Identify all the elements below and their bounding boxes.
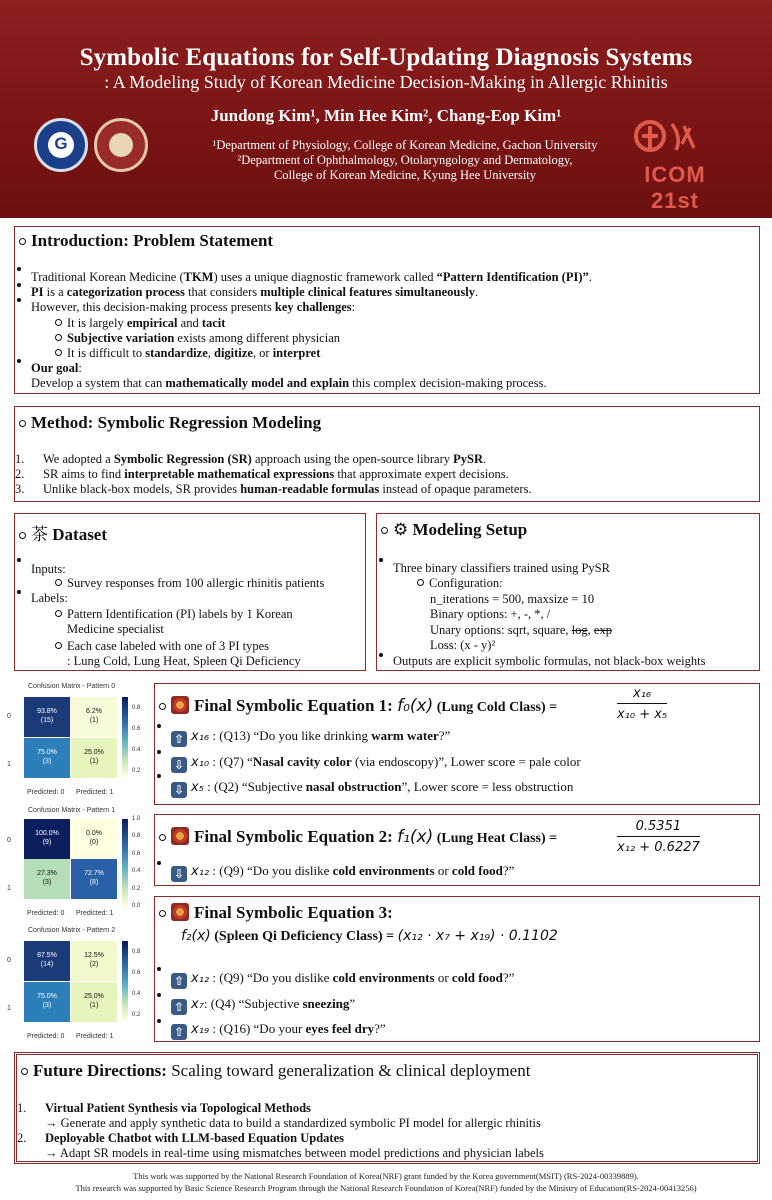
cm-cell: 87.5% (14) [24, 941, 70, 981]
poster-subtitle: : A Modeling Study of Korean Medicine Decision-Making in Allergic Rhinitis [104, 72, 668, 92]
equation-3-title: Final Symbolic Equation 3: [159, 903, 393, 923]
cm-colorbar-tick: 0.6 [132, 726, 141, 732]
dataset-title: 茶 Dataset [19, 520, 107, 545]
cm-x-label: Predicted: 1 [76, 910, 114, 917]
circle-bullet-icon [159, 834, 166, 841]
cm-cell: 72.7% (8) [71, 859, 117, 899]
method-num-1: 1. [15, 452, 25, 466]
gachon-university-logo: G [34, 118, 88, 172]
method-num-3: 3. [15, 482, 25, 496]
kyung-hee-university-logo [94, 118, 148, 172]
bullet-icon [157, 774, 161, 778]
bullet-icon [17, 590, 21, 594]
intro-goal-text: Develop a system that can mathematically model and explain this complex decision-making process. [31, 376, 547, 390]
future-item-1-sub: → Generate and apply synthetic data to build a standardized symbolic PI model for allergic rhinitis [45, 1116, 541, 1130]
cm-colorbar-tick: 0.4 [132, 991, 141, 997]
bullet-icon [17, 359, 21, 363]
future-directions-section [14, 1052, 760, 1164]
setup-config-1: n_iterations = 500, maxsize = 10 [430, 592, 595, 606]
flower-icon [171, 827, 189, 845]
arrow-up-icon: ⇧ [171, 731, 187, 747]
cm-cell: 12.5% (2) [71, 941, 117, 981]
cm-x-label: Predicted: 1 [76, 1033, 114, 1040]
circle-bullet-icon [159, 910, 166, 917]
eq1-var-3: ⇩ x₅ : (Q2) “Subjective nasal obstruction”, Lower score = less obstruction [171, 779, 573, 798]
cm-colorbar [122, 697, 128, 777]
arrow-down-icon: ⇩ [171, 757, 187, 773]
cm-colorbar-tick: 1.0 [132, 816, 141, 822]
gear-icon: ⚙ [393, 520, 409, 540]
dataset-section [14, 513, 366, 671]
arrow-down-icon: ⇩ [171, 782, 187, 798]
authors: Jundong Kim¹, Min Hee Kim², Chang-Eop Kim¹ [210, 106, 562, 125]
icom-emblem-icon [620, 114, 730, 162]
cm-row-label: 0 [7, 713, 11, 720]
intro-sub-2: Subjective variation exists among different physician [55, 331, 340, 346]
icom-logo [620, 114, 730, 213]
confusion-matrix-2 [0, 927, 150, 1047]
cm-colorbar-tick: 0.8 [132, 833, 141, 839]
future-item-2: Deployable Chatbot with LLM-based Equation Updates [45, 1131, 345, 1145]
setup-line-2: Outputs are explicit symbolic formulas, not black-box weights [393, 654, 706, 668]
dataset-labels-sub-1b: Medicine specialist [67, 622, 164, 636]
circle-bullet-icon [19, 420, 26, 427]
cm-cell: 6.2% (1) [71, 697, 117, 737]
bullet-icon [379, 653, 383, 657]
equation-2-fraction: $\frac{0.5351}{\text{x₁₂ + 0.6227}}$ [617, 819, 700, 855]
equation-1-section [154, 683, 760, 805]
eq1-var-2: ⇩ x₁₀ : (Q7) “Nasal cavity color (via endoscopy)”, Lower score = pale color [171, 754, 581, 773]
cm-row-label: 0 [7, 837, 11, 844]
cm-x-label: Predicted: 0 [27, 789, 65, 796]
dataset-labels: Labels: [31, 591, 68, 605]
arrow-down-icon: ⇩ [171, 866, 187, 882]
bullet-icon [17, 283, 21, 287]
eq3-var-1: ⇧ x₁₂ : (Q9) “Do you dislike cold environments or cold food?” [171, 970, 514, 989]
equation-3-section [154, 896, 760, 1042]
intro-goal: Our goal: [31, 361, 82, 375]
cm-cell: 25.0% (1) [71, 738, 117, 778]
cm-x-label: Predicted: 0 [27, 910, 65, 917]
affiliation-1: ¹Department of Physiology, College of Korean Medicine, Gachon University [212, 138, 598, 152]
funding-note-2: This research was supported by Basic Science Research Program through the National Research Foundation of Korea(NRF) funded by the Ministry of Education(RS-2024-00413256) [75, 1183, 697, 1193]
bullet-icon [17, 558, 21, 562]
dataset-inputs-sub: Survey responses from 100 allergic rhinitis patients [55, 576, 324, 591]
setup-title: ⚙ Modeling Setup [381, 520, 527, 540]
intro-line-3: However, this decision-making process presents key challenges: [31, 300, 356, 314]
setup-line-1: Three binary classifiers trained using PySR [393, 561, 610, 575]
dataset-labels-sub-1: Pattern Identification (PI) labels by 1 Korean [55, 607, 293, 622]
setup-config: Configuration: [417, 576, 503, 591]
flower-icon [171, 903, 189, 921]
funding-note-1: This work was supported by the National Research Foundation of Korea(NRF) grant funded by the Korea government(MSIT) (RS-2024-00339889). [133, 1171, 639, 1181]
cm-title: Confusion Matrix - Pattern 2 [28, 927, 116, 934]
method-num-2: 2. [15, 467, 25, 481]
eq2-var-1: ⇩ x₁₂ : (Q9) “Do you dislike cold environments or cold food?” [171, 863, 514, 882]
dataset-labels-sub-2b: : Lung Cold, Lung Heat, Spleen Qi Deficiency [67, 654, 301, 668]
future-item-2-sub: → Adapt SR models in real-time using mismatches between model predictions and physician labels [45, 1146, 544, 1160]
bullet-icon [157, 1019, 161, 1023]
setup-config-4: Loss: (x - y)² [430, 638, 496, 652]
introduction-title: Introduction: Problem Statement [19, 231, 273, 251]
circle-bullet-icon [159, 703, 166, 710]
cm-row-label: 1 [7, 1005, 11, 1012]
modeling-setup-section [376, 513, 760, 671]
affiliations [170, 138, 640, 183]
cm-colorbar-tick: 0.0 [132, 903, 141, 909]
method-line-3: Unlike black-box models, SR provides human-readable formulas instead of opaque parameters. [43, 482, 532, 496]
cm-cell: 100.0% (9) [24, 819, 70, 859]
cm-x-label: Predicted: 0 [27, 1033, 65, 1040]
dataset-labels-sub-2: Each case labeled with one of 3 PI types [55, 639, 269, 654]
equation-1-title: Final Symbolic Equation 1: f₀(x) (Lung Cold Class) = [159, 696, 557, 716]
cm-colorbar-tick: 0.8 [132, 949, 141, 955]
cm-colorbar-tick: 0.2 [132, 886, 141, 892]
method-line-2: SR aims to find interpretable mathematical expressions that approximate expert decisions. [43, 467, 509, 481]
cm-x-label: Predicted: 1 [76, 789, 114, 796]
arrow-up-icon: ⇧ [171, 973, 187, 989]
tea-icon: 茶 [31, 525, 48, 545]
future-item-1: Virtual Patient Synthesis via Topological Methods [45, 1101, 311, 1115]
cm-colorbar-tick: 0.4 [132, 868, 141, 874]
bullet-icon [157, 967, 161, 971]
setup-config-2: Binary options: +, -, *, / [430, 607, 551, 621]
equation-2-title: Final Symbolic Equation 2: f₁(x) (Lung Heat Class) = [159, 827, 557, 847]
cm-colorbar-tick: 0.2 [132, 1012, 141, 1018]
method-title: Method: Symbolic Regression Modeling [19, 413, 321, 433]
method-line-1: We adopted a Symbolic Regression (SR) approach using the open-source library PySR. [43, 452, 487, 466]
cm-cell: 75.0% (3) [24, 982, 70, 1022]
intro-sub-3: It is difficult to standardize, digitize, or interpret [55, 346, 320, 361]
confusion-matrix-0 [0, 683, 150, 803]
affiliation-2: ²Department of Ophthalmology, Otolaryngology and Dermatology, [237, 153, 573, 167]
circle-bullet-icon [381, 527, 388, 534]
eq3-var-3: ⇧ x₁₉ : (Q16) “Do your eyes feel dry?” [171, 1021, 386, 1040]
poster-header [0, 0, 772, 218]
cm-colorbar-tick: 0.4 [132, 747, 141, 753]
affiliation-3: College of Korean Medicine, Kyung Hee University [273, 168, 537, 182]
eq1-var-1: ⇧ x₁₆ : (Q13) “Do you like drinking warm water?” [171, 728, 450, 747]
cm-row-label: 1 [7, 885, 11, 892]
confusion-matrix-1 [0, 807, 150, 927]
cm-cell: 75.0% (3) [24, 738, 70, 778]
dataset-inputs: Inputs: [31, 562, 66, 576]
intro-line-2: PI is a categorization process that considers multiple clinical features simultaneously. [31, 285, 479, 299]
arrow-up-icon: ⇧ [171, 1024, 187, 1040]
introduction-section [14, 226, 760, 394]
cm-title: Confusion Matrix - Pattern 1 [28, 807, 116, 814]
cm-colorbar [122, 941, 128, 1021]
circle-bullet-icon [19, 532, 26, 539]
bullet-icon [379, 558, 383, 562]
circle-bullet-icon [21, 1068, 28, 1075]
confusion-matrix-column [0, 683, 152, 1043]
bullet-icon [157, 724, 161, 728]
cm-row-label: 1 [7, 761, 11, 768]
equation-3-formula: f₂(x) (Spleen Qi Deficiency Class) = (x₁₂ · x₇ + x₁₉) · 0.1102 [181, 928, 558, 944]
poster-title: Symbolic Equations for Self-Updating Diagnosis Systems [79, 44, 693, 71]
cm-title: Confusion Matrix - Pattern 0 [28, 683, 116, 690]
cm-cell: 27.3% (3) [24, 859, 70, 899]
bullet-icon [157, 993, 161, 997]
equation-1-fraction: $\frac{\text{x₁₆}}{\text{x₁₀ + x₅}}$ [617, 686, 668, 722]
icom-logo-text: ICOM 21st [644, 162, 706, 213]
eq3-var-2: ⇧ x₇: (Q4) “Subjective sneezing” [171, 996, 355, 1015]
equation-2-section [154, 814, 760, 886]
cm-colorbar-tick: 0.6 [132, 970, 141, 976]
cm-colorbar-tick: 0.2 [132, 768, 141, 774]
bullet-icon [17, 298, 21, 302]
future-title: Future Directions: Scaling toward generalization & clinical deployment [21, 1061, 530, 1081]
bullet-icon [17, 267, 21, 271]
arrow-up-icon: ⇧ [171, 999, 187, 1015]
flower-icon [171, 696, 189, 714]
circle-bullet-icon [19, 238, 26, 245]
setup-config-3: Unary options: sqrt, square, log, exp [430, 623, 612, 637]
cm-cell: 93.8% (15) [24, 697, 70, 737]
cm-row-label: 0 [7, 957, 11, 964]
cm-cell: 0.0% (0) [71, 819, 117, 859]
method-section [14, 406, 760, 502]
future-num-1: 1. [17, 1101, 27, 1115]
cm-cell: 25.0% (1) [71, 982, 117, 1022]
future-num-2: 2. [17, 1131, 27, 1145]
bullet-icon [157, 750, 161, 754]
cm-colorbar [122, 819, 128, 907]
cm-colorbar-tick: 0.8 [132, 705, 141, 711]
intro-sub-1: It is largely empirical and tacit [55, 316, 225, 331]
intro-line-1: Traditional Korean Medicine (TKM) uses a unique diagnostic framework called “Pattern Identification (PI)”. [31, 270, 592, 284]
bullet-icon [157, 861, 161, 865]
cm-colorbar-tick: 0.6 [132, 851, 141, 857]
